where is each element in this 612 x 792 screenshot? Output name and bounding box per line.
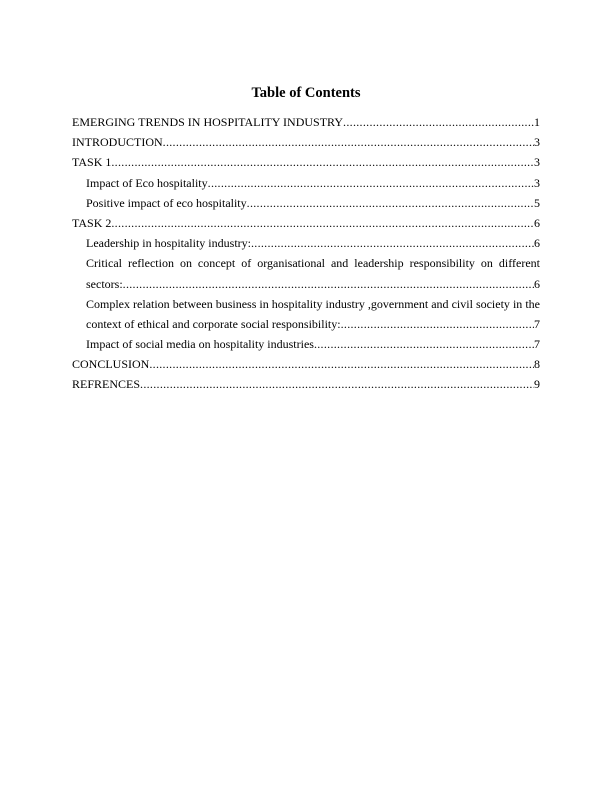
toc-entry-page: 6	[534, 276, 540, 291]
toc-entry-impact-eco-hospitality[interactable]	[72, 173, 540, 193]
toc-entry-page: 8	[534, 357, 540, 372]
toc-entry-complex-relation[interactable]	[72, 294, 540, 334]
dot-leader	[343, 112, 534, 132]
toc-entry-label: TASK 1	[72, 155, 112, 170]
toc-entry-label: INTRODUCTION	[72, 135, 163, 150]
dot-leader	[111, 213, 534, 233]
toc-entry-label-line-1: Complex relation between business in hospitality industry ,government and civil society in the	[86, 296, 540, 311]
toc-entry-label: Positive impact of eco hospitality	[86, 195, 247, 210]
toc-entry-page: 5	[534, 195, 540, 210]
table-of-contents	[72, 112, 540, 395]
toc-entry-page: 7	[534, 337, 540, 352]
toc-entry-page: 6	[534, 236, 540, 251]
toc-entry-label: CONCLUSION	[72, 357, 150, 372]
toc-entry-page: 3	[534, 155, 540, 170]
toc-entry-page: 6	[534, 215, 540, 230]
toc-entry-conclusion[interactable]	[72, 354, 540, 374]
toc-entry-label-line-2: sectors:	[86, 276, 123, 291]
dot-leader	[140, 374, 534, 394]
toc-entry-introduction[interactable]	[72, 132, 540, 152]
toc-entry-label: Leadership in hospitality industry:	[86, 236, 251, 251]
dot-leader	[208, 173, 534, 193]
dot-leader	[341, 314, 534, 334]
toc-title: Table of Contents	[251, 85, 361, 101]
toc-entry-label: Impact of Eco hospitality	[86, 175, 208, 190]
toc-entry-page: 9	[534, 377, 540, 392]
toc-entry-positive-impact[interactable]	[72, 193, 540, 213]
toc-entry-label: Impact of social media on hospitality industries	[86, 337, 314, 352]
toc-entry-label: EMERGING TRENDS IN HOSPITALITY INDUSTRY	[72, 115, 344, 129]
toc-entry-social-media[interactable]	[72, 334, 540, 354]
toc-entry-label-line-1: Critical reflection on concept of organisational and leadership responsibility on different	[86, 256, 540, 271]
toc-entry-critical-reflection[interactable]	[72, 253, 540, 293]
toc-entry-leadership[interactable]	[72, 233, 540, 253]
toc-entry-page: 7	[534, 316, 540, 331]
toc-entry-task-1[interactable]	[72, 152, 540, 172]
dot-leader	[123, 274, 534, 294]
dot-leader	[111, 152, 534, 172]
toc-entry-page: 1	[534, 115, 540, 129]
toc-entry-task-2[interactable]	[72, 213, 540, 233]
toc-entry-page: 3	[534, 135, 540, 150]
toc-entry-page: 3	[534, 175, 540, 190]
toc-entry-emerging-trends[interactable]	[72, 112, 540, 132]
dot-leader	[314, 334, 534, 354]
dot-leader	[251, 233, 534, 253]
toc-entry-references[interactable]	[72, 374, 540, 394]
dot-leader	[149, 354, 534, 374]
toc-entry-label: TASK 2	[72, 215, 112, 230]
dot-leader	[163, 132, 534, 152]
toc-entry-label-line-2: context of ethical and corporate social responsibility:	[86, 316, 341, 331]
dot-leader	[247, 193, 534, 213]
toc-entry-label: REFRENCES	[72, 377, 141, 392]
